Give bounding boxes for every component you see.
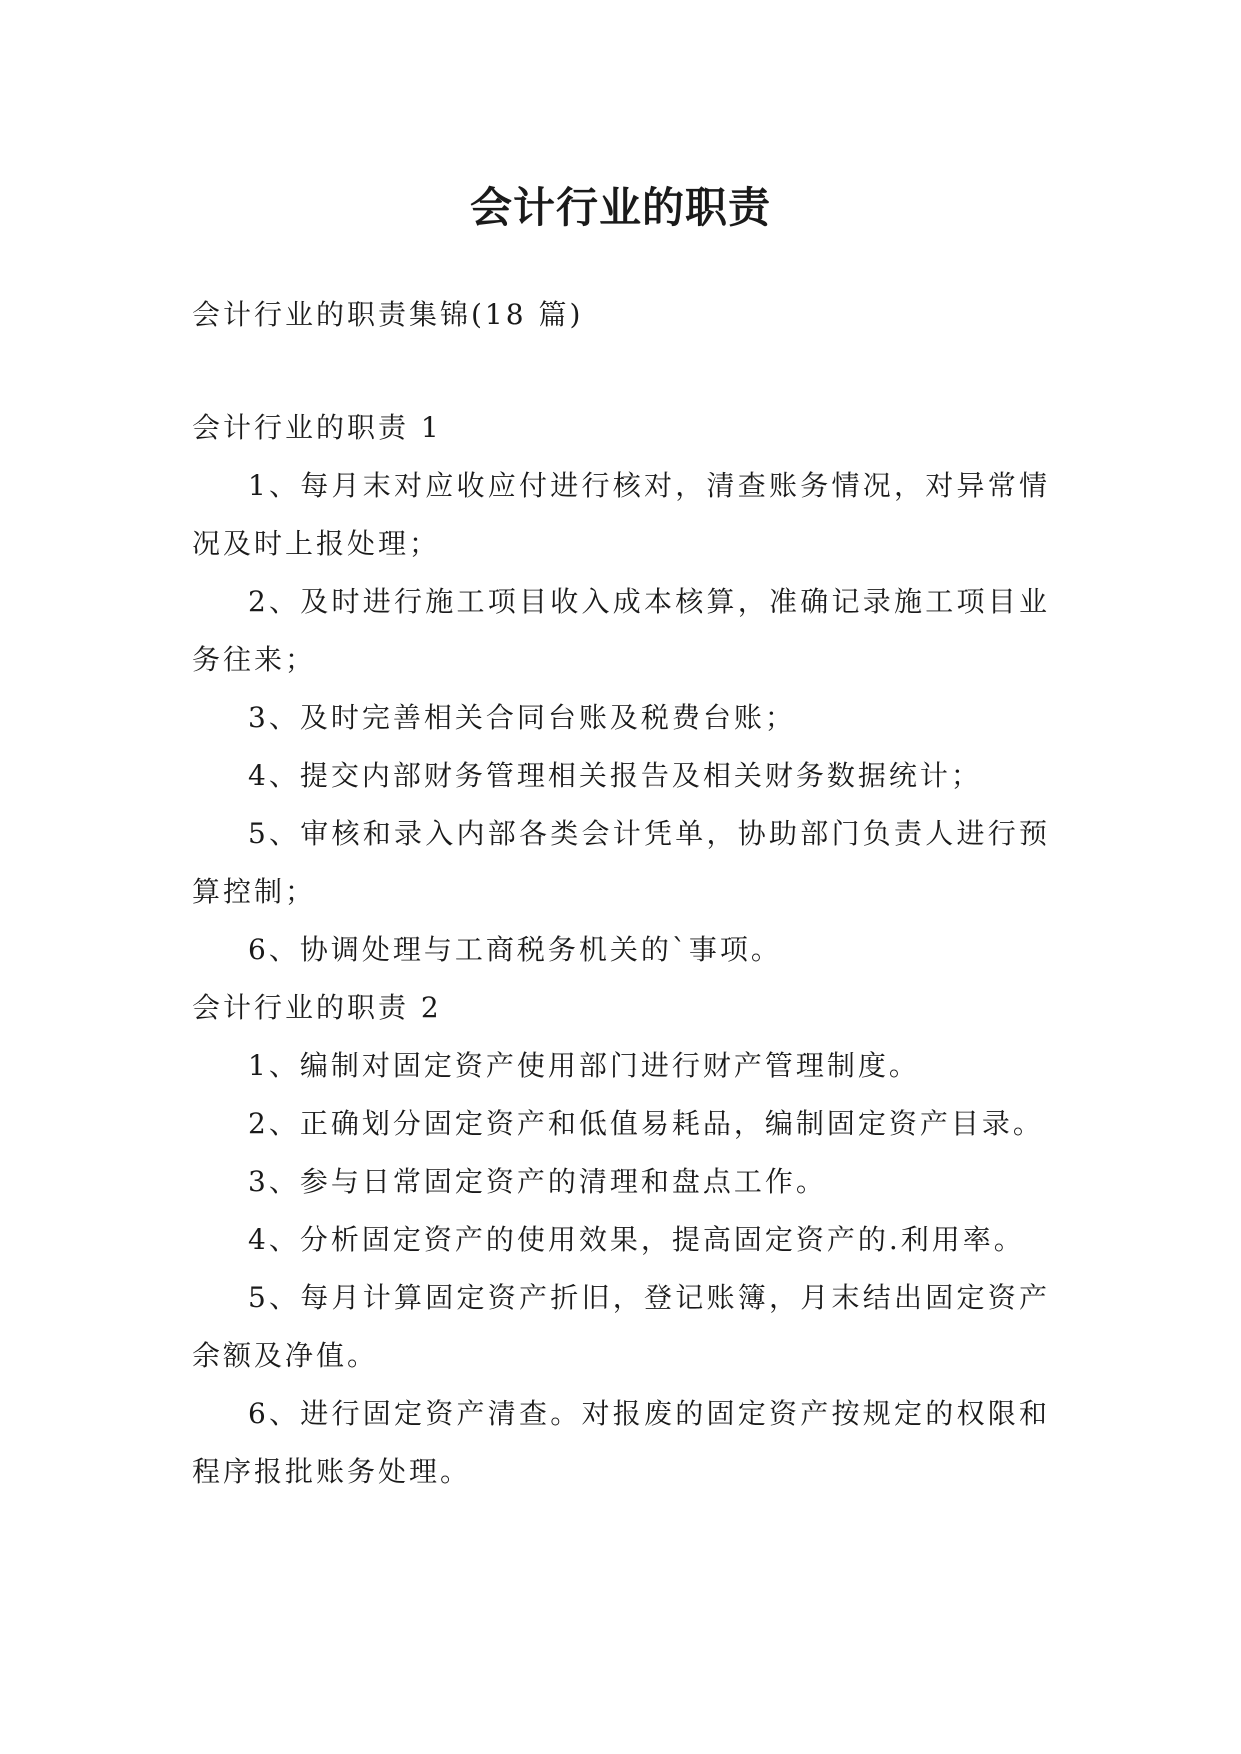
duty-item: 1、每月末对应收应付进行核对，清查账务情况，对异常情况及时上报处理； [192, 469, 1050, 560]
section-heading: 会计行业的职责 2 [192, 991, 442, 1024]
duty-item: 6、协调处理与工商税务机关的`事项。 [248, 933, 782, 966]
duty-item: 5、每月计算固定资产折旧，登记账簿，月末结出固定资产余额及净值。 [192, 1281, 1050, 1372]
duty-item: 4、提交内部财务管理相关报告及相关财务数据统计； [248, 759, 982, 792]
duty-item: 6、进行固定资产清查。对报废的固定资产按规定的权限和程序报批账务处理。 [192, 1397, 1050, 1488]
duty-item: 3、参与日常固定资产的清理和盘点工作。 [248, 1165, 827, 1198]
section-1 [192, 399, 1050, 979]
section-2 [192, 979, 1050, 1501]
duty-item: 1、编制对固定资产使用部门进行财产管理制度。 [248, 1049, 920, 1082]
duty-item: 3、及时完善相关合同台账及税费台账； [248, 701, 796, 734]
duty-item: 2、及时进行施工项目收入成本核算，准确记录施工项目业务往来； [192, 585, 1050, 676]
duty-item: 2、正确划分固定资产和低值易耗品，编制固定资产目录。 [248, 1107, 1044, 1140]
document-body [192, 286, 1050, 1501]
duty-item: 5、审核和录入内部各类会计凭单，协助部门负责人进行预算控制； [192, 817, 1050, 908]
document-title: 会计行业的职责 [469, 183, 771, 233]
duty-item: 4、分析固定资产的使用效果，提高固定资产的.利用率。 [248, 1223, 1025, 1256]
section-heading: 会计行业的职责 1 [192, 411, 442, 444]
intro-line: 会计行业的职责集锦(18 篇) [192, 298, 584, 331]
